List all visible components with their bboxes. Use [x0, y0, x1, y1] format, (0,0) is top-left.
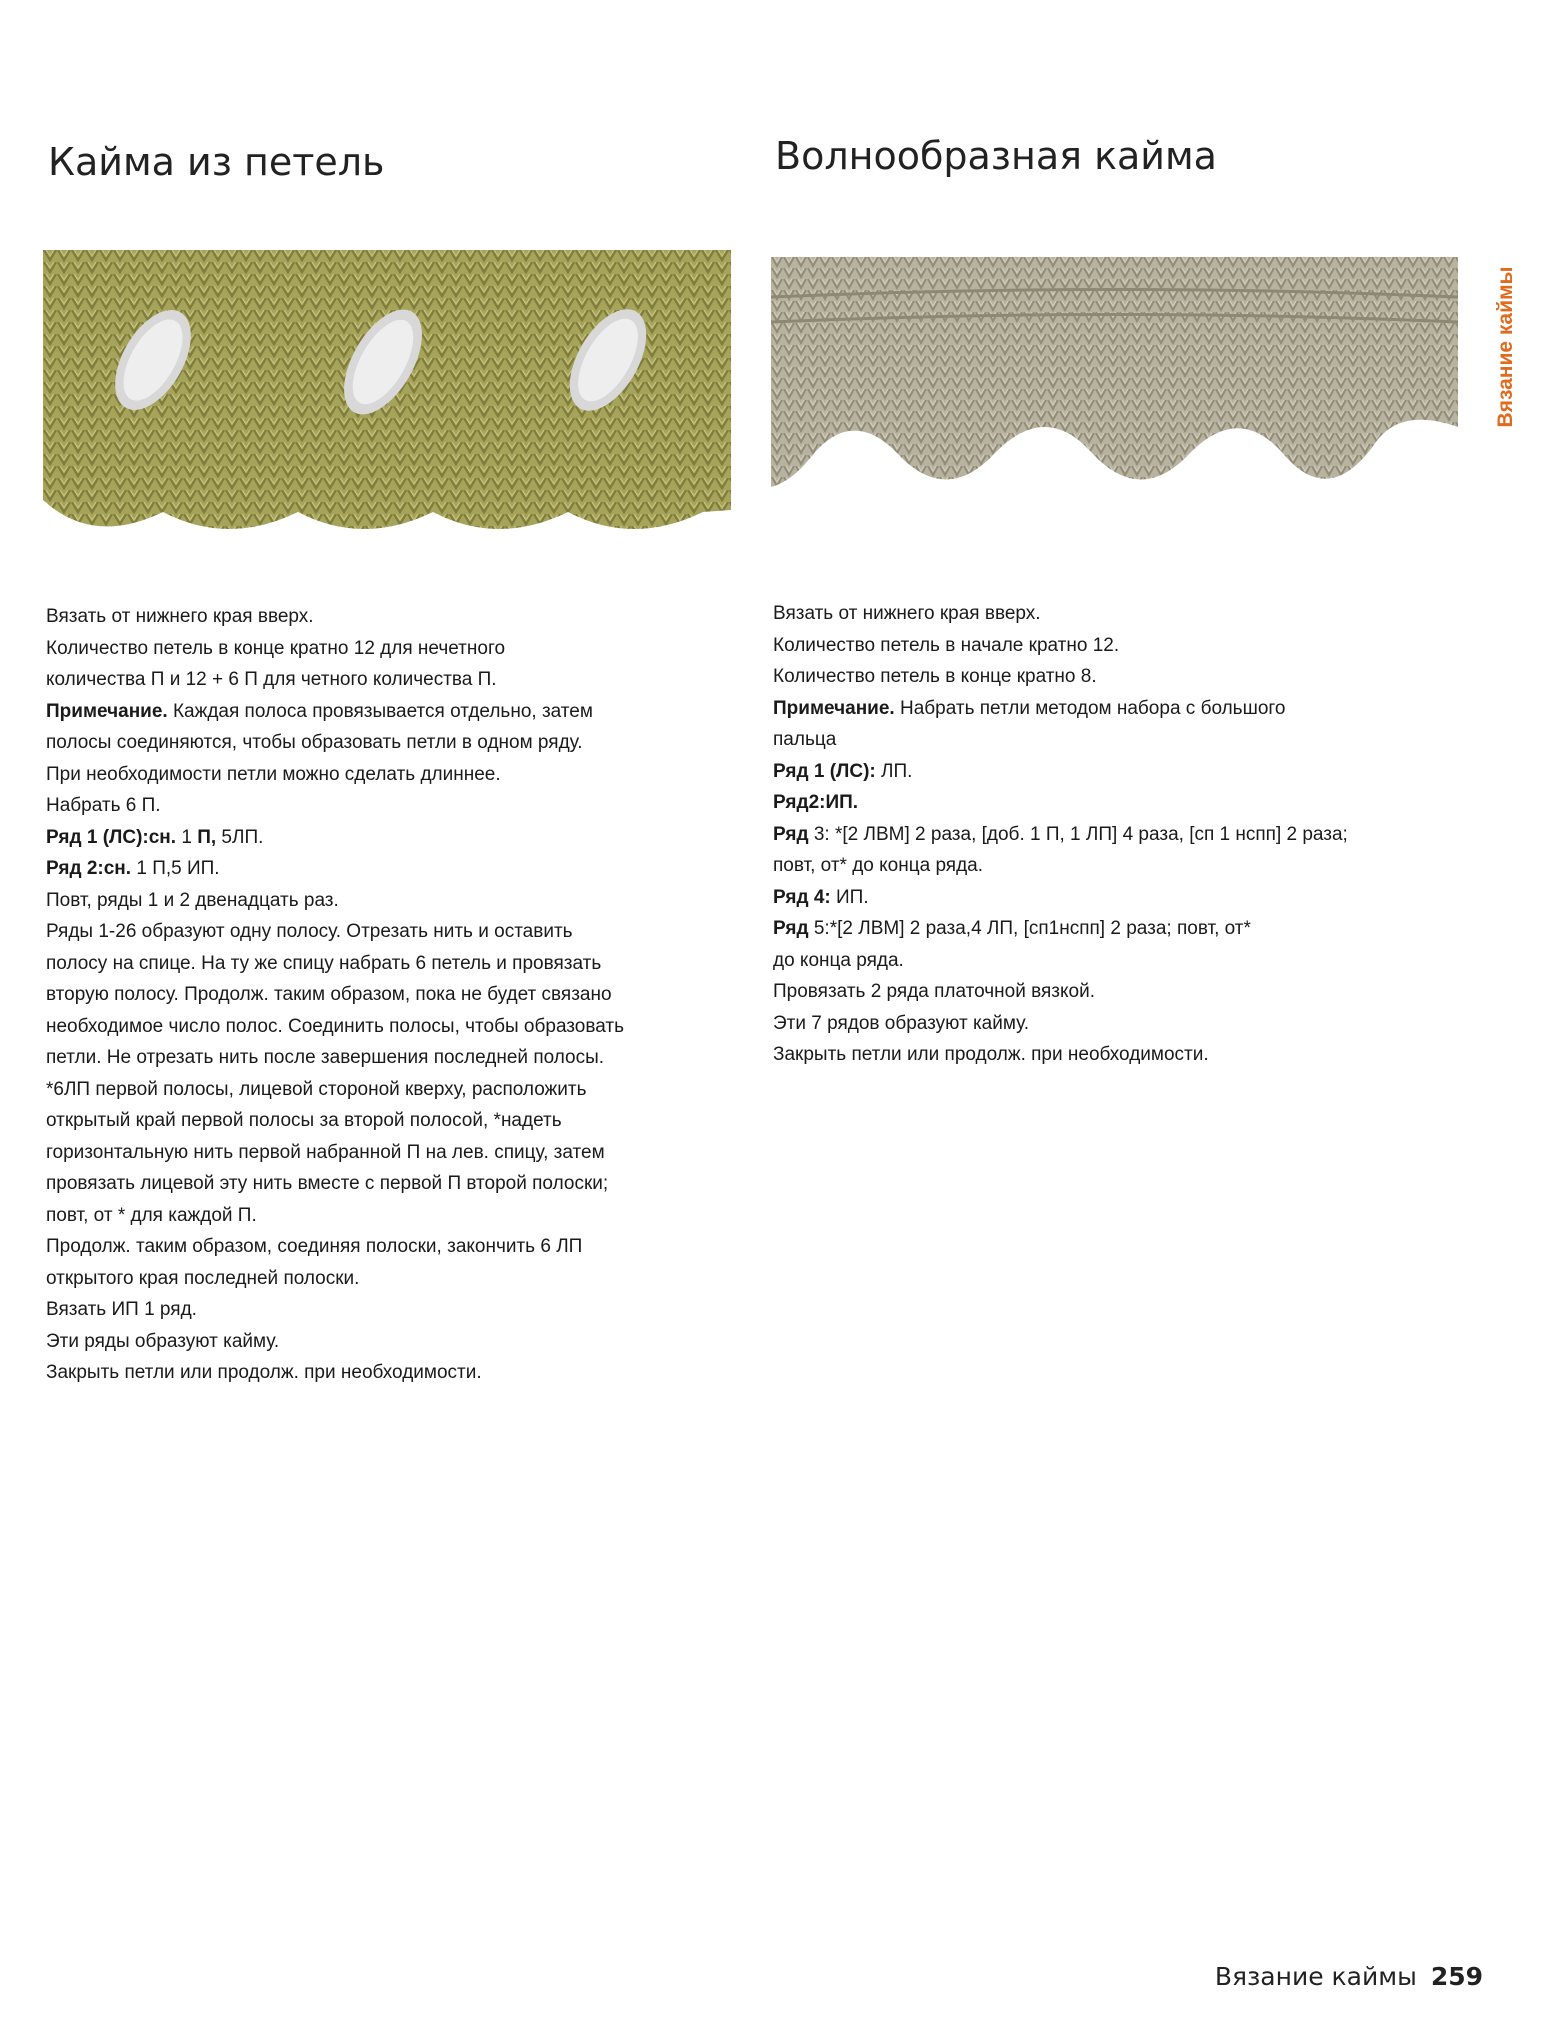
instruction-line: [773, 819, 1433, 851]
instruction-line: [46, 822, 706, 854]
instruction-segment: *6ЛП первой полосы, лицевой стороной кверху, расположить: [46, 1078, 587, 1100]
instruction-segment: полосу на спице. На ту же спицу набрать 6 петель и провязать: [46, 952, 602, 974]
page-footer: [1215, 1962, 1483, 1991]
instruction-line: [46, 1074, 706, 1106]
instruction-line: [773, 913, 1433, 945]
instruction-bold-segment: Ряд 1 (ЛС):сн.: [46, 826, 177, 848]
instruction-line: [46, 1231, 706, 1263]
instruction-line: [773, 756, 1433, 788]
page-number: 259: [1430, 1962, 1483, 1991]
instruction-segment: пальца: [773, 729, 837, 750]
instruction-line: [773, 661, 1433, 693]
instruction-segment: Набрать петли методом набора с большого: [894, 697, 1286, 719]
instruction-line: [46, 696, 706, 728]
instruction-segment: повт, от* до конца ряда.: [773, 855, 984, 876]
left-pattern-title: Кайма из петель: [48, 140, 385, 184]
instruction-line: [46, 1200, 706, 1232]
right-pattern-instructions: [773, 598, 1433, 1071]
instruction-bold-segment: Примечание.: [46, 700, 168, 722]
instruction-bold-segment: Ряд: [773, 823, 809, 845]
instruction-line: [46, 1263, 706, 1295]
instruction-line: [46, 1137, 706, 1169]
instruction-segment: Ряды 1-26 образуют одну полосу. Отрезать нить и оставить: [46, 921, 573, 942]
instruction-line: [46, 1011, 706, 1043]
instruction-segment: Закрыть петли или продолж. при необходимости.: [773, 1044, 1209, 1065]
instruction-line: [46, 948, 706, 980]
instruction-line: [773, 1039, 1433, 1071]
instruction-segment: ЛП.: [875, 760, 913, 782]
instruction-line: [773, 976, 1433, 1008]
instruction-line: [773, 1008, 1433, 1040]
instruction-segment: Количество петель в конце кратно 8.: [773, 666, 1097, 687]
instruction-line: [46, 1168, 706, 1200]
instruction-segment: Повт, ряды 1 и 2 двенадцать раз.: [46, 889, 339, 911]
instruction-line: [773, 598, 1433, 630]
instruction-bold-segment: Ряд 1 (ЛС):: [773, 760, 876, 782]
instruction-segment: Набрать 6 П.: [46, 795, 161, 816]
loop-edging-swatch-image: [43, 250, 731, 544]
instruction-line: [46, 633, 706, 665]
instruction-line: [46, 1294, 706, 1326]
instruction-line: [773, 882, 1433, 914]
section-side-tab-label: Вязание каймы: [1494, 266, 1517, 428]
instruction-bold-segment: Ряд 4:: [773, 886, 831, 908]
instruction-bold-segment: Примечание.: [773, 697, 895, 719]
instruction-line: [46, 1357, 706, 1389]
instruction-segment: 3: *[2 ЛВМ] 2 раза, [доб. 1 П, 1 ЛП] 4 раза, [сп 1 нспп] 2 раза;: [808, 823, 1348, 845]
left-pattern-instructions: [46, 601, 706, 1389]
instruction-segment: Вязать от нижнего края вверх.: [46, 606, 314, 627]
instruction-segment: 5ЛП.: [216, 826, 264, 848]
instruction-bold-segment: П,: [197, 826, 217, 848]
instruction-segment: Закрыть петли или продолж. при необходимости.: [46, 1362, 482, 1383]
instruction-segment: Количество петель в конце кратно 12 для нечетного: [46, 637, 506, 659]
instruction-line: [773, 724, 1433, 756]
instruction-segment: вторую полосу. Продолж. таким образом, пока не будет связано: [46, 984, 612, 1005]
instruction-segment: открытый край первой полосы за второй полосой, *надеть: [46, 1110, 562, 1131]
instruction-line: [773, 693, 1433, 725]
instruction-line: [46, 664, 706, 696]
instruction-segment: открытого края последней полоски.: [46, 1267, 360, 1289]
instruction-segment: 1: [176, 826, 198, 848]
instruction-bold-segment: Ряд: [773, 918, 809, 939]
instruction-segment: полосы соединяются, чтобы образовать петли в одном ряду.: [46, 732, 583, 753]
instruction-line: [46, 916, 706, 948]
section-side-tab: [1491, 252, 1521, 442]
instruction-segment: провязать лицевой эту нить вместе с первой П второй полоски;: [46, 1173, 609, 1194]
instruction-segment: Вязать ИП 1 ряд.: [46, 1299, 197, 1320]
instruction-line: [46, 1105, 706, 1137]
instruction-segment: количества П и 12 + 6 П для четного количества П.: [46, 669, 497, 690]
instruction-segment: до конца ряда.: [773, 949, 904, 971]
instruction-segment: Эти ряды образуют кайму.: [46, 1330, 280, 1352]
instruction-bold-segment: Ряд 2:сн.: [46, 858, 132, 879]
instruction-bold-segment: Ряд2:ИП.: [773, 792, 859, 813]
instruction-line: [46, 979, 706, 1011]
instruction-segment: Продолж. таким образом, соединяя полоски, закончить 6 ЛП: [46, 1236, 583, 1257]
instruction-segment: Провязать 2 ряда платочной вязкой.: [773, 981, 1095, 1002]
instruction-segment: 5:*[2 ЛВМ] 2 раза,4 ЛП, [сп1нспп] 2 раза; повт, от*: [808, 918, 1251, 939]
instruction-line: [46, 790, 706, 822]
wave-edging-swatch-image: [771, 257, 1458, 505]
instruction-line: [773, 850, 1433, 882]
instruction-segment: 1 П,5 ИП.: [131, 858, 220, 879]
instruction-segment: петли. Не отрезать нить после завершения последней полосы.: [46, 1047, 605, 1068]
instruction-line: [46, 727, 706, 759]
instruction-line: [773, 787, 1433, 819]
instruction-line: [773, 945, 1433, 977]
instruction-segment: повт, от * для каждой П.: [46, 1204, 257, 1226]
instruction-segment: Количество петель в начале кратно 12.: [773, 634, 1120, 656]
footer-section-name: Вязание каймы: [1214, 1962, 1417, 1991]
instruction-segment: необходимое число полос. Соединить полосы, чтобы образовать: [46, 1015, 624, 1037]
instruction-line: [46, 1326, 706, 1358]
instruction-line: [46, 1042, 706, 1074]
right-pattern-title: Волнообразная кайма: [775, 134, 1217, 178]
instruction-segment: Вязать от нижнего края вверх.: [773, 603, 1041, 624]
instruction-segment: Эти 7 рядов образуют кайму.: [773, 1012, 1030, 1034]
instruction-segment: горизонтальную нить первой набранной П на лев. спицу, затем: [46, 1141, 605, 1163]
instruction-segment: Каждая полоса провязывается отдельно, затем: [167, 700, 593, 722]
instruction-line: [46, 601, 706, 633]
instruction-line: [46, 885, 706, 917]
instruction-line: [46, 759, 706, 791]
instruction-line: [46, 853, 706, 885]
instruction-line: [773, 630, 1433, 662]
instruction-segment: ИП.: [830, 886, 869, 908]
instruction-segment: При необходимости петли можно сделать длиннее.: [46, 763, 501, 785]
